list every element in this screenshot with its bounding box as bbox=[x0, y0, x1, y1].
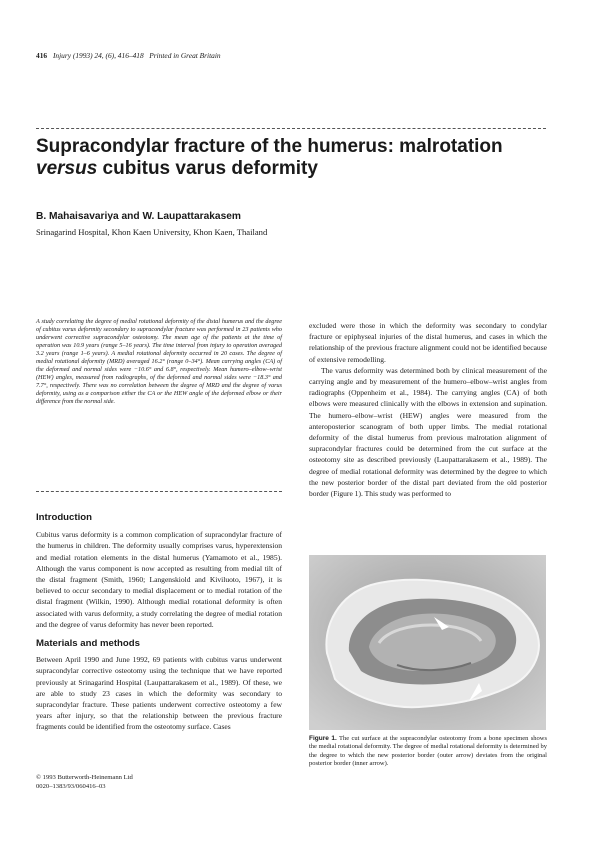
title-italic-word: versus bbox=[36, 158, 98, 179]
methods-heading: Materials and methods bbox=[36, 638, 140, 650]
article-title bbox=[36, 136, 556, 180]
top-rule bbox=[36, 128, 546, 129]
abstract-rule bbox=[36, 491, 282, 492]
title-line-1: Supracondylar fracture of the humerus: malrotation bbox=[36, 136, 503, 157]
affiliation: Srinagarind Hospital, Khon Kaen University, Khon Kaen, Thailand bbox=[36, 227, 268, 237]
abstract: A study correlating the degree of medial rotational deformity of the distal humerus and the degree of cubitus varus deformity secondary to supracondylar fracture was performed in 23 patients who underwent corrective supracondylar osteotomy. The mean age of the patients at the time of operation was 10.9 years (range 5–16 years). The time interval from injury to operation averaged 3.2 years (range 1–6 years). A medial rotational deformity occurred in 20 cases. The degree of medial rotational deformity (MRD) averaged 16.2° (range 0–34°). Mean carrying angles (CA) of the deformed and normal sides were −10.6° and 6.8°, respectively. Mean humero–elbow–wrist (HEW) angles, measured from radiographs, of the deformed and normal sides were −18.3° and 7.7°, respectively. There was no correlation between the degree of MRD and the degree of varus deformity, using as a comparison either the CA or the HEW angle of the deformed elbow or their difference from the normal side. bbox=[36, 318, 282, 405]
left-column bbox=[36, 512, 282, 733]
figure-label: Figure 1. bbox=[309, 735, 337, 742]
page-number: 416 bbox=[36, 51, 48, 60]
printed-note: Printed in Great Britain bbox=[149, 51, 221, 60]
article-code: 0020–1383/93/060416–03 bbox=[36, 783, 106, 790]
figure-1-photo bbox=[309, 555, 546, 730]
figure-1-caption bbox=[309, 735, 547, 769]
copyright: © 1993 Butterworth-Heinemann Ltd bbox=[36, 774, 133, 781]
authors: B. Mahaisavariya and W. Laupattarakasem bbox=[36, 211, 241, 222]
running-header bbox=[36, 51, 221, 60]
title-line-2: cubitus varus deformity bbox=[97, 158, 318, 179]
right-column bbox=[309, 320, 547, 499]
right-paragraph-2: The varus deformity was determined both by clinical measurement of the carrying angle and by measurement of the humero–elbow–wrist angles from radiographs (Oppenheim et al., 1984). The carrying angles (CA) of both elbows were measured clinically with the elbows in extension and supination. The humero–elbow–wrist (HEW) angles were measured from the anteroposterior scanogram of both upper limbs. The medial rotational deformity of the distal humerus from previous malrotation alignment of supracondylar fractures could be determined from the cut surface at the osteotomy site as described previously (Laupattarakasem et al., 1989). The degree of medial rotational deformity was determined by the degree to which the new posterior border of the distal part deviated from the old posterior border (Figure 1). This study was performed to bbox=[309, 365, 547, 499]
introduction-text: Cubitus varus deformity is a common complication of supracondylar fracture of the humerus in children. The deformity usually comprises varus, hyperextension and medial rotation elements in the distal humerus (Yamamoto et al., 1985). Although the varus component is now accepted as resulting from medial tilt of the distal fragment (Smith, 1960; Langenskiold and Kiviluoto, 1967), it is believed to occur secondary to medial displacement or to medial rotation of the distal fragment (Wilkin, 1990). Although medial rotational deformity is often associated with varus deformity, a study correlating the degree of medial rotation and the degree of varus deformity has never been reported. bbox=[36, 530, 282, 629]
journal-citation: Injury (1993) 24, (6), 416–418 bbox=[52, 51, 144, 60]
methods-text: Between April 1990 and June 1992, 69 patients with cubitus varus underwent supracondylar corrective osteotomy using the technique that we have reported previously at Srinagarind Hospital (Laupattarakasem et al., 1989). Of these, we are able to study 23 cases in which the deformity was secondary to supracondylar fracture. These patients underwent corrective osteotomy a few years after injury, so that the relationship between the previous fracture fragments could be identified from the osteotomy surface. Cases bbox=[36, 655, 282, 732]
figure-caption-text: The cut surface at the supracondylar osteotomy from a bone specimen shows the medial rotational deformity. The degree of medial rotational deformity is determined by the degree to which the new posterior border (outer arrow) deviates from the original posterior border (inner arrow). bbox=[309, 735, 548, 768]
bone-cut-surface-image bbox=[309, 555, 546, 730]
right-paragraph-1: excluded were those in which the deformity was secondary to condylar fracture or epiphyseal injuries of the distal humerus, and cases in which the relationship of the previous fracture alignment could not be identified because of extensive remodelling. bbox=[309, 321, 547, 364]
introduction-heading: Introduction bbox=[36, 512, 92, 523]
